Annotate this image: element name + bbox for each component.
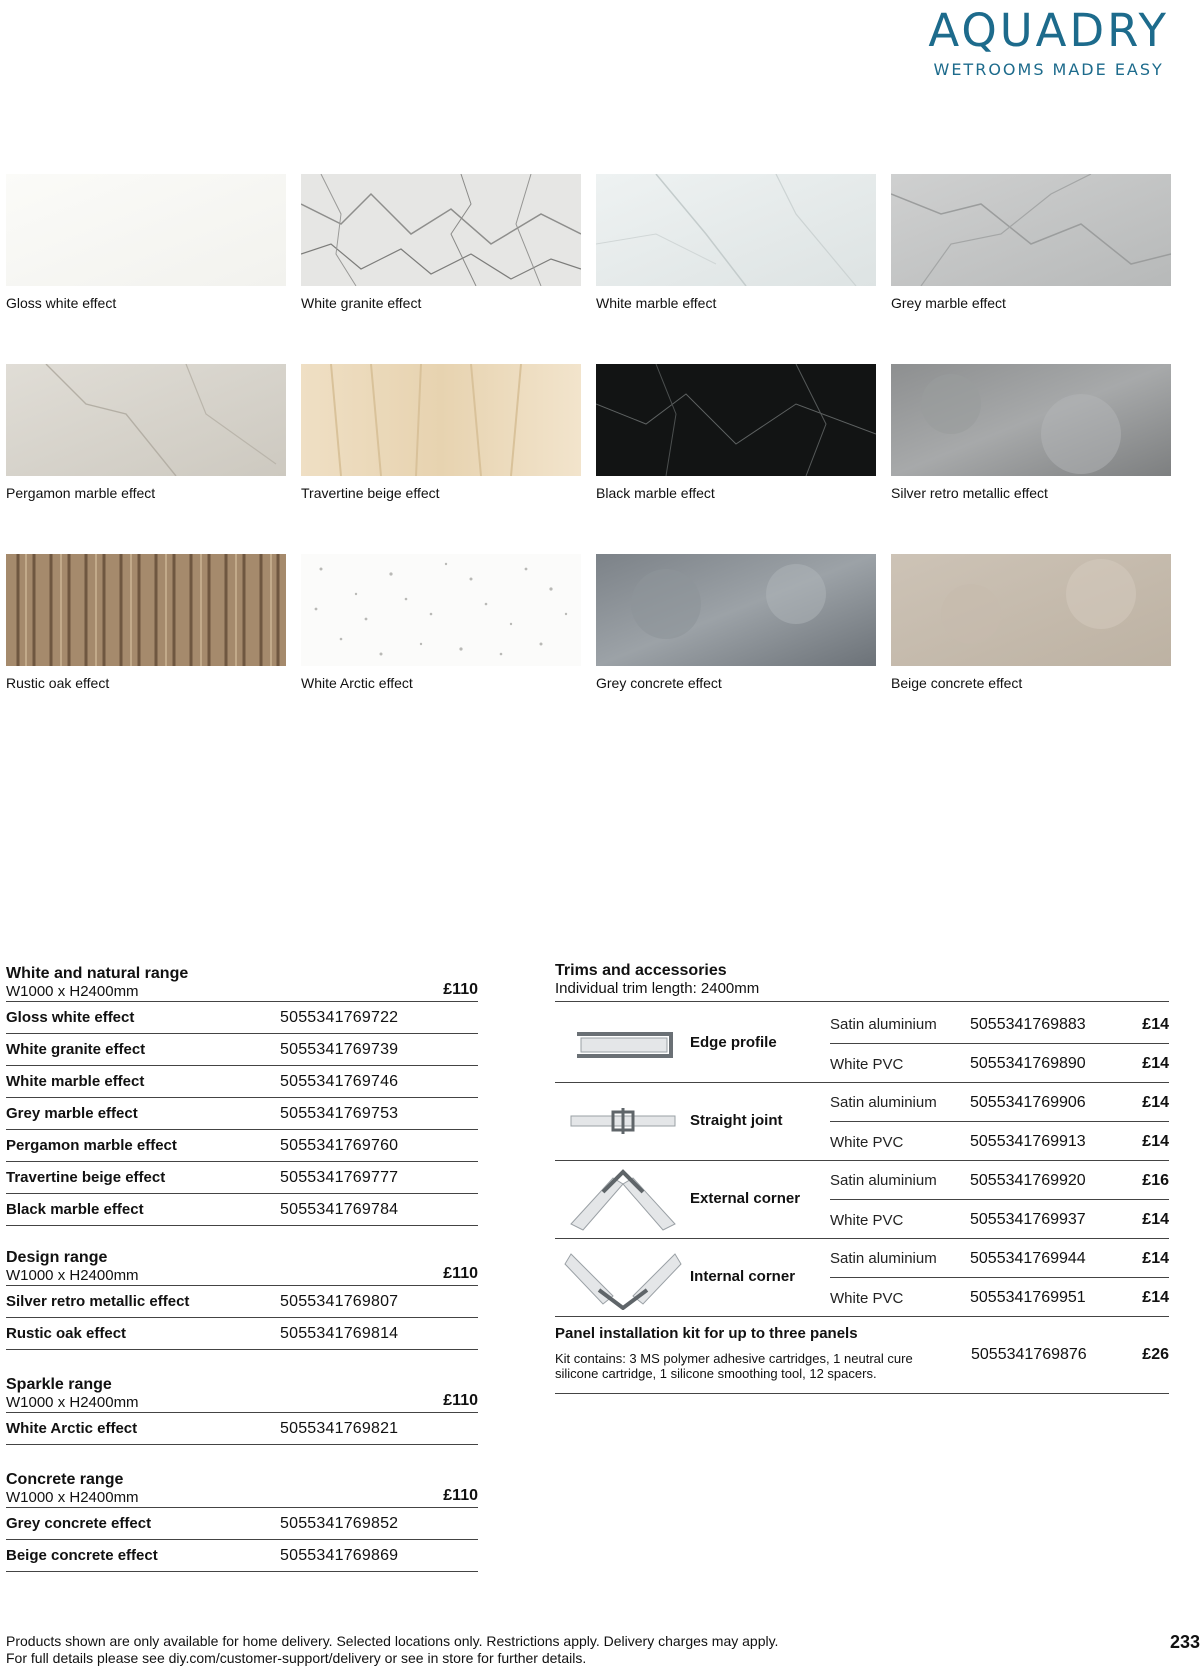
table-row bbox=[6, 1540, 478, 1572]
kit-price: £26 bbox=[1142, 1346, 1169, 1363]
swatch-grey-marble bbox=[891, 174, 1171, 311]
trim-item bbox=[830, 1162, 1169, 1200]
range-concrete bbox=[6, 1471, 478, 1572]
trim-material: White PVC bbox=[830, 1133, 904, 1151]
swatch-label: Black marble effect bbox=[596, 485, 715, 501]
trim-price: £14 bbox=[1142, 1133, 1169, 1150]
trim-code: 5055341769883 bbox=[970, 1015, 1086, 1033]
swatch-label: White marble effect bbox=[596, 295, 717, 311]
product-name: Grey marble effect bbox=[6, 1105, 138, 1122]
trim-name: Straight joint bbox=[690, 1112, 783, 1129]
range-sparkle bbox=[6, 1376, 478, 1445]
swatch-image bbox=[596, 554, 876, 666]
table-row bbox=[6, 1508, 478, 1540]
product-name: Pergamon marble effect bbox=[6, 1137, 177, 1154]
table-row bbox=[6, 1066, 478, 1098]
swatch-image bbox=[301, 364, 581, 476]
straight-joint-icon bbox=[563, 1090, 683, 1154]
external-corner-icon bbox=[563, 1168, 683, 1232]
trim-material: Satin aluminium bbox=[830, 1094, 937, 1111]
range-price: £110 bbox=[443, 981, 478, 998]
product-code: 5055341769784 bbox=[280, 1200, 399, 1218]
trim-price: £14 bbox=[1142, 1093, 1169, 1111]
swatch-label: Grey concrete effect bbox=[596, 675, 722, 691]
swatch-image bbox=[6, 174, 286, 286]
kit-description bbox=[555, 1351, 975, 1381]
product-name: Silver retro metallic effect bbox=[6, 1293, 190, 1310]
trim-name: Internal corner bbox=[690, 1268, 796, 1285]
trim-material: Satin aluminium bbox=[830, 1250, 937, 1267]
brand-tagline: WETROOMS MADE EASY bbox=[933, 60, 1164, 79]
trim-item bbox=[830, 1279, 1169, 1317]
trim-item bbox=[830, 1240, 1169, 1278]
range-design bbox=[6, 1249, 478, 1350]
installation-kit bbox=[555, 1325, 1169, 1394]
table-row bbox=[6, 1318, 478, 1350]
table-row bbox=[6, 1130, 478, 1162]
product-code: 5055341769722 bbox=[280, 1008, 399, 1026]
product-name: White granite effect bbox=[6, 1041, 146, 1058]
trims-title: Trims and accessories bbox=[555, 962, 727, 979]
product-code: 5055341769807 bbox=[280, 1292, 399, 1310]
product-code: 5055341769869 bbox=[280, 1546, 399, 1564]
trim-item bbox=[830, 1084, 1169, 1122]
swatch-image bbox=[301, 554, 581, 666]
footer-line: Products shown are only available for home delivery. Selected locations only. Restrictions apply. Delivery charges may apply. bbox=[6, 1633, 779, 1649]
product-code: 5055341769777 bbox=[280, 1168, 399, 1186]
kit-description-line: Kit contains: 3 MS polymer adhesive cartridges, 1 neutral cure bbox=[555, 1351, 913, 1366]
product-name: Beige concrete effect bbox=[6, 1547, 158, 1564]
swatch-image bbox=[301, 174, 581, 286]
product-name: Gloss white effect bbox=[6, 1009, 135, 1026]
trim-material: Satin aluminium bbox=[830, 1172, 937, 1189]
product-code: 5055341769760 bbox=[280, 1136, 399, 1154]
swatch-image bbox=[6, 554, 286, 666]
table-row bbox=[6, 1162, 478, 1194]
range-header bbox=[6, 965, 478, 1002]
swatch-silver-retro-metallic bbox=[891, 364, 1171, 501]
internal-corner-icon bbox=[563, 1246, 683, 1310]
swatch-image bbox=[891, 364, 1171, 476]
range-price: £110 bbox=[443, 1265, 478, 1282]
trim-price: £14 bbox=[1142, 1055, 1169, 1072]
trim-item bbox=[830, 1201, 1169, 1239]
product-code: 5055341769753 bbox=[280, 1104, 399, 1122]
swatch-pergamon-marble bbox=[6, 364, 286, 501]
swatch-label: Travertine beige effect bbox=[301, 485, 440, 501]
range-size: W1000 x H2400mm bbox=[6, 1267, 139, 1284]
trims-header bbox=[555, 962, 1169, 1002]
product-name: Travertine beige effect bbox=[6, 1169, 166, 1186]
swatch-rustic-oak bbox=[6, 554, 286, 691]
trim-group-straight-joint bbox=[555, 1084, 1169, 1161]
product-name: Black marble effect bbox=[6, 1201, 144, 1218]
range-header bbox=[6, 1376, 478, 1413]
trim-material: White PVC bbox=[830, 1289, 904, 1307]
swatch-image bbox=[891, 174, 1171, 286]
product-name: White marble effect bbox=[6, 1073, 145, 1090]
range-header bbox=[6, 1249, 478, 1286]
range-header bbox=[6, 1471, 478, 1508]
brand-name: AQUADRY bbox=[928, 4, 1169, 57]
swatch-image bbox=[596, 364, 876, 476]
table-row bbox=[6, 1034, 478, 1066]
swatch-white-granite bbox=[301, 174, 581, 311]
swatch-label: Beige concrete effect bbox=[891, 675, 1023, 691]
kit-description-line: silicone cartridge, 1 silicone smoothing tool, 12 spacers. bbox=[555, 1366, 877, 1381]
range-size: W1000 x H2400mm bbox=[6, 1394, 139, 1411]
footer-note bbox=[6, 1633, 778, 1667]
swatch-label: Gloss white effect bbox=[6, 295, 117, 311]
product-code: 5055341769821 bbox=[280, 1419, 399, 1437]
trim-material: Satin aluminium bbox=[830, 1016, 937, 1033]
swatch-label: Silver retro metallic effect bbox=[891, 485, 1048, 501]
range-title: Design range bbox=[6, 1249, 108, 1266]
trim-code: 5055341769890 bbox=[970, 1055, 1086, 1072]
swatch-gloss-white bbox=[6, 174, 286, 311]
product-name: Rustic oak effect bbox=[6, 1325, 127, 1342]
table-row bbox=[6, 1413, 478, 1445]
trim-code: 5055341769937 bbox=[970, 1211, 1086, 1228]
range-white-natural bbox=[6, 965, 478, 1226]
brand-logo bbox=[928, 6, 1169, 79]
trim-price: £14 bbox=[1142, 1211, 1169, 1228]
swatch-label: Pergamon marble effect bbox=[6, 485, 156, 501]
table-row bbox=[6, 1286, 478, 1318]
trim-group-external-corner bbox=[555, 1162, 1169, 1239]
trim-code: 5055341769913 bbox=[970, 1133, 1086, 1150]
trim-item bbox=[830, 1006, 1169, 1044]
product-name: Grey concrete effect bbox=[6, 1515, 152, 1532]
swatch-white-arctic bbox=[301, 554, 581, 691]
footer-line: For full details please see diy.com/customer-support/delivery or see in store for further details. bbox=[6, 1650, 587, 1666]
swatch-image bbox=[891, 554, 1171, 666]
trim-group-internal-corner bbox=[555, 1240, 1169, 1317]
range-title: Concrete range bbox=[6, 1471, 124, 1488]
product-code: 5055341769739 bbox=[280, 1040, 399, 1058]
range-title: White and natural range bbox=[6, 965, 189, 982]
product-code: 5055341769852 bbox=[280, 1514, 399, 1532]
trim-item bbox=[830, 1045, 1169, 1083]
range-price: £110 bbox=[443, 1487, 478, 1504]
range-price: £110 bbox=[443, 1392, 478, 1409]
kit-code: 5055341769876 bbox=[971, 1346, 1087, 1363]
trims-title-block bbox=[555, 962, 1169, 1002]
product-code: 5055341769814 bbox=[280, 1324, 399, 1342]
trims-subtitle: Individual trim length: 2400mm bbox=[555, 980, 760, 997]
trim-group-edge-profile bbox=[555, 1006, 1169, 1083]
table-row bbox=[6, 1194, 478, 1226]
trim-code: 5055341769906 bbox=[970, 1093, 1086, 1111]
trim-code: 5055341769951 bbox=[970, 1289, 1086, 1306]
product-name: White Arctic effect bbox=[6, 1420, 138, 1437]
swatch-image bbox=[596, 174, 876, 286]
table-row bbox=[6, 1002, 478, 1034]
swatch-beige-concrete bbox=[891, 554, 1171, 691]
product-code: 5055341769746 bbox=[280, 1072, 399, 1090]
swatch-white-marble bbox=[596, 174, 876, 311]
trim-price: £14 bbox=[1142, 1015, 1169, 1033]
swatch-label: White Arctic effect bbox=[301, 675, 413, 691]
swatch-label: White granite effect bbox=[301, 295, 422, 311]
edge-profile-icon bbox=[563, 1012, 683, 1076]
range-title: Sparkle range bbox=[6, 1376, 112, 1393]
trim-item bbox=[830, 1123, 1169, 1161]
range-size: W1000 x H2400mm bbox=[6, 1489, 139, 1506]
trim-price: £16 bbox=[1142, 1171, 1169, 1189]
trim-code: 5055341769920 bbox=[970, 1171, 1086, 1189]
trim-price: £14 bbox=[1142, 1249, 1169, 1267]
page-number: 233 bbox=[1169, 1632, 1200, 1652]
trim-name: Edge profile bbox=[690, 1034, 777, 1051]
range-size: W1000 x H2400mm bbox=[6, 983, 139, 1000]
swatch-black-marble bbox=[596, 364, 876, 501]
kit-title: Panel installation kit for up to three panels bbox=[555, 1325, 858, 1342]
swatch-image bbox=[6, 364, 286, 476]
trim-material: White PVC bbox=[830, 1211, 904, 1229]
table-row bbox=[6, 1098, 478, 1130]
trim-name: External corner bbox=[690, 1190, 801, 1207]
swatch-grey-concrete bbox=[596, 554, 876, 691]
trim-code: 5055341769944 bbox=[970, 1249, 1086, 1267]
swatch-label: Rustic oak effect bbox=[6, 675, 110, 691]
trim-material: White PVC bbox=[830, 1055, 904, 1073]
trim-price: £14 bbox=[1142, 1289, 1169, 1306]
swatch-label: Grey marble effect bbox=[891, 295, 1006, 311]
swatch-travertine-beige bbox=[301, 364, 581, 501]
